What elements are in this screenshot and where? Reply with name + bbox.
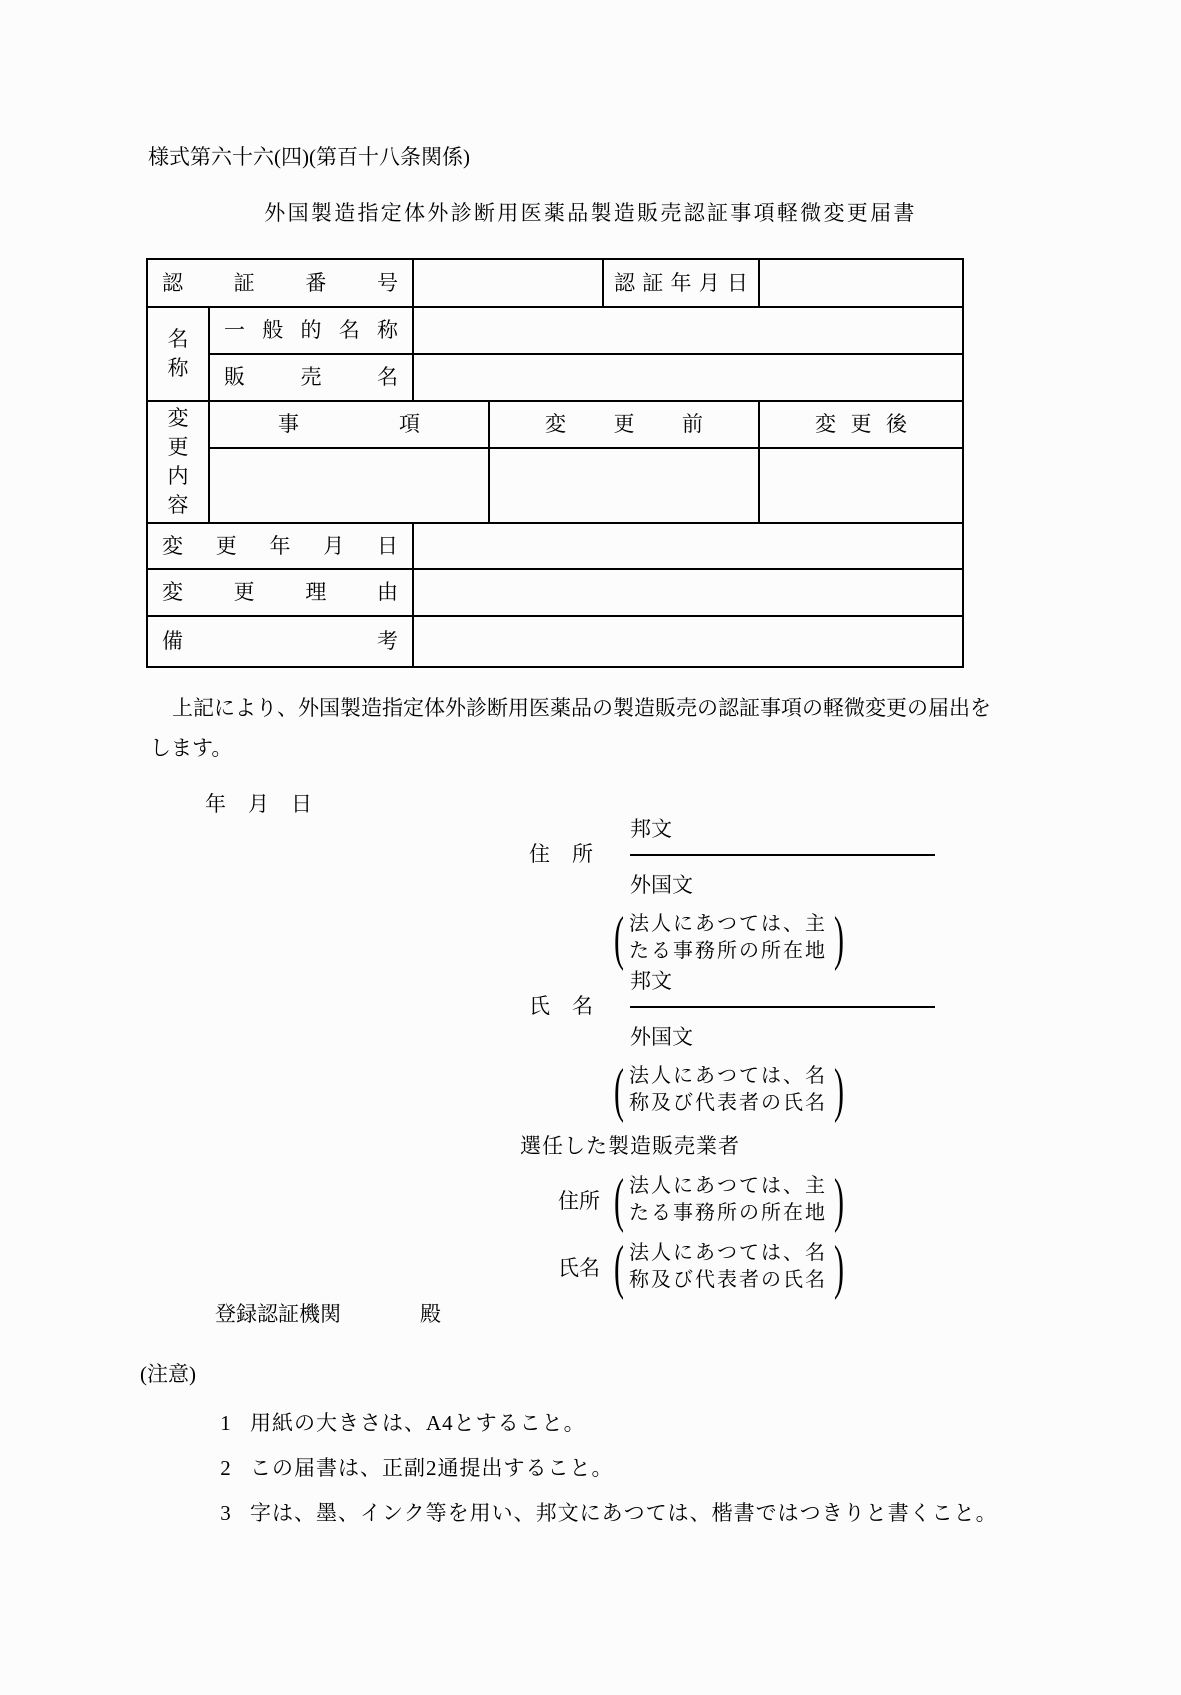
cert-date-value-cell (759, 259, 963, 307)
agent-name-note-line-2: 称及び代表者の氏名 (629, 1269, 827, 1291)
address-corporate-note (610, 905, 846, 971)
open-paren: ( (614, 1057, 624, 1123)
change-reason-label-cell (147, 569, 413, 616)
change-after-header-cell (759, 401, 963, 448)
address-label: 住所 (529, 842, 615, 866)
generic-name-label-cell (209, 307, 413, 354)
brand-name-label: 販売名 (224, 365, 398, 390)
open-paren: ( (614, 1234, 624, 1300)
change-reason-label: 変更理由 (162, 580, 398, 605)
agent-name-note (610, 1234, 846, 1300)
note-text: 用紙の大きさは、A4とすること。 (250, 1411, 586, 1435)
change-group-label: 変更内容 (167, 406, 189, 517)
change-date-label: 変更年月日 (162, 533, 398, 558)
change-after-header: 変更後 (815, 412, 907, 437)
remarks-label-cell (147, 616, 413, 667)
cert-number-value-cell (413, 259, 603, 307)
name-group-label: 名称 (167, 327, 189, 380)
brand-name-label-cell (209, 354, 413, 401)
cert-date-label: 認証年月日 (614, 270, 748, 295)
open-paren: ( (614, 905, 624, 971)
change-before-value-cell (489, 448, 759, 523)
change-reason-value-cell (413, 569, 963, 616)
name-foreign-label: 外国文 (630, 1025, 693, 1049)
form-number: 様式第六十六(四)(第百十八条関係) (148, 145, 470, 169)
notes-heading: (注意) (140, 1362, 196, 1386)
remarks-label: 備考 (162, 629, 398, 654)
close-paren: ) (834, 905, 844, 971)
generic-name-value-cell (413, 307, 963, 354)
agent-address-note (610, 1167, 846, 1233)
address-note-line-1: 法人にあつては、主 (629, 913, 827, 935)
page-title: 外国製造指定体外診断用医薬品製造販売認証事項軽微変更届書 (264, 201, 917, 225)
address-write-line (630, 854, 935, 856)
note-number: 3 (220, 1501, 231, 1525)
agent-address-note-line-2: たる事務所の所在地 (629, 1202, 827, 1224)
brand-name-value-cell (413, 354, 963, 401)
change-group-label-cell (147, 401, 209, 523)
address-note-line-2: たる事務所の所在地 (629, 940, 827, 962)
close-paren: ) (834, 1234, 844, 1300)
remarks-value-cell (413, 616, 963, 667)
change-date-value-cell (413, 523, 963, 569)
agent-name-label: 氏名 (558, 1256, 600, 1280)
address-japanese-label: 邦文 (630, 817, 672, 841)
recipient-name: 登録認証機関 (215, 1302, 341, 1326)
cert-date-label-cell (603, 259, 759, 307)
close-paren: ) (834, 1167, 844, 1233)
agent-address-label: 住所 (558, 1189, 600, 1213)
change-before-header-cell (489, 401, 759, 448)
statement-paragraph (150, 688, 991, 768)
name-corporate-note (610, 1057, 846, 1123)
open-paren: ( (614, 1167, 624, 1233)
note-text: この届書は、正副2通提出すること。 (250, 1456, 614, 1480)
certification-table (146, 258, 964, 668)
cert-number-label-cell (147, 259, 413, 307)
change-date-label-cell (147, 523, 413, 569)
agent-heading: 選任した製造販売業者 (520, 1134, 740, 1158)
statement-line-1: 上記により、外国製造指定体外診断用医薬品の製造販売の認証事項の軽微変更の届出を (172, 696, 991, 720)
note-item (215, 1412, 586, 1434)
name-label: 氏名 (529, 994, 615, 1018)
change-item-value-cell (209, 448, 489, 523)
name-japanese-label: 邦文 (630, 969, 672, 993)
note-text: 字は、墨、インク等を用い、邦文にあつては、楷書ではつきりと書くこと。 (250, 1501, 998, 1525)
generic-name-label: 一般的名称 (224, 318, 398, 343)
agent-name-note-line-1: 法人にあつては、名 (629, 1242, 827, 1264)
cert-number-label: 認証番号 (162, 270, 398, 295)
recipient-line (215, 1303, 441, 1325)
name-write-line (630, 1006, 935, 1008)
note-item (215, 1502, 998, 1524)
name-note-line-1: 法人にあつては、名 (629, 1065, 827, 1087)
change-item-header-cell (209, 401, 489, 448)
name-note-line-2: 称及び代表者の氏名 (629, 1092, 827, 1114)
name-group-label-cell (147, 307, 209, 401)
change-before-header: 変更前 (545, 412, 703, 437)
statement-line-2: します。 (150, 736, 233, 760)
note-number: 1 (220, 1411, 231, 1435)
note-number: 2 (220, 1456, 231, 1480)
close-paren: ) (834, 1057, 844, 1123)
change-item-header: 事項 (278, 412, 420, 437)
address-foreign-label: 外国文 (630, 873, 693, 897)
change-after-value-cell (759, 448, 963, 523)
agent-address-note-line-1: 法人にあつては、主 (629, 1175, 827, 1197)
note-item (215, 1457, 614, 1479)
honorific: 殿 (420, 1302, 441, 1326)
date-line: 年月日 (205, 792, 334, 816)
